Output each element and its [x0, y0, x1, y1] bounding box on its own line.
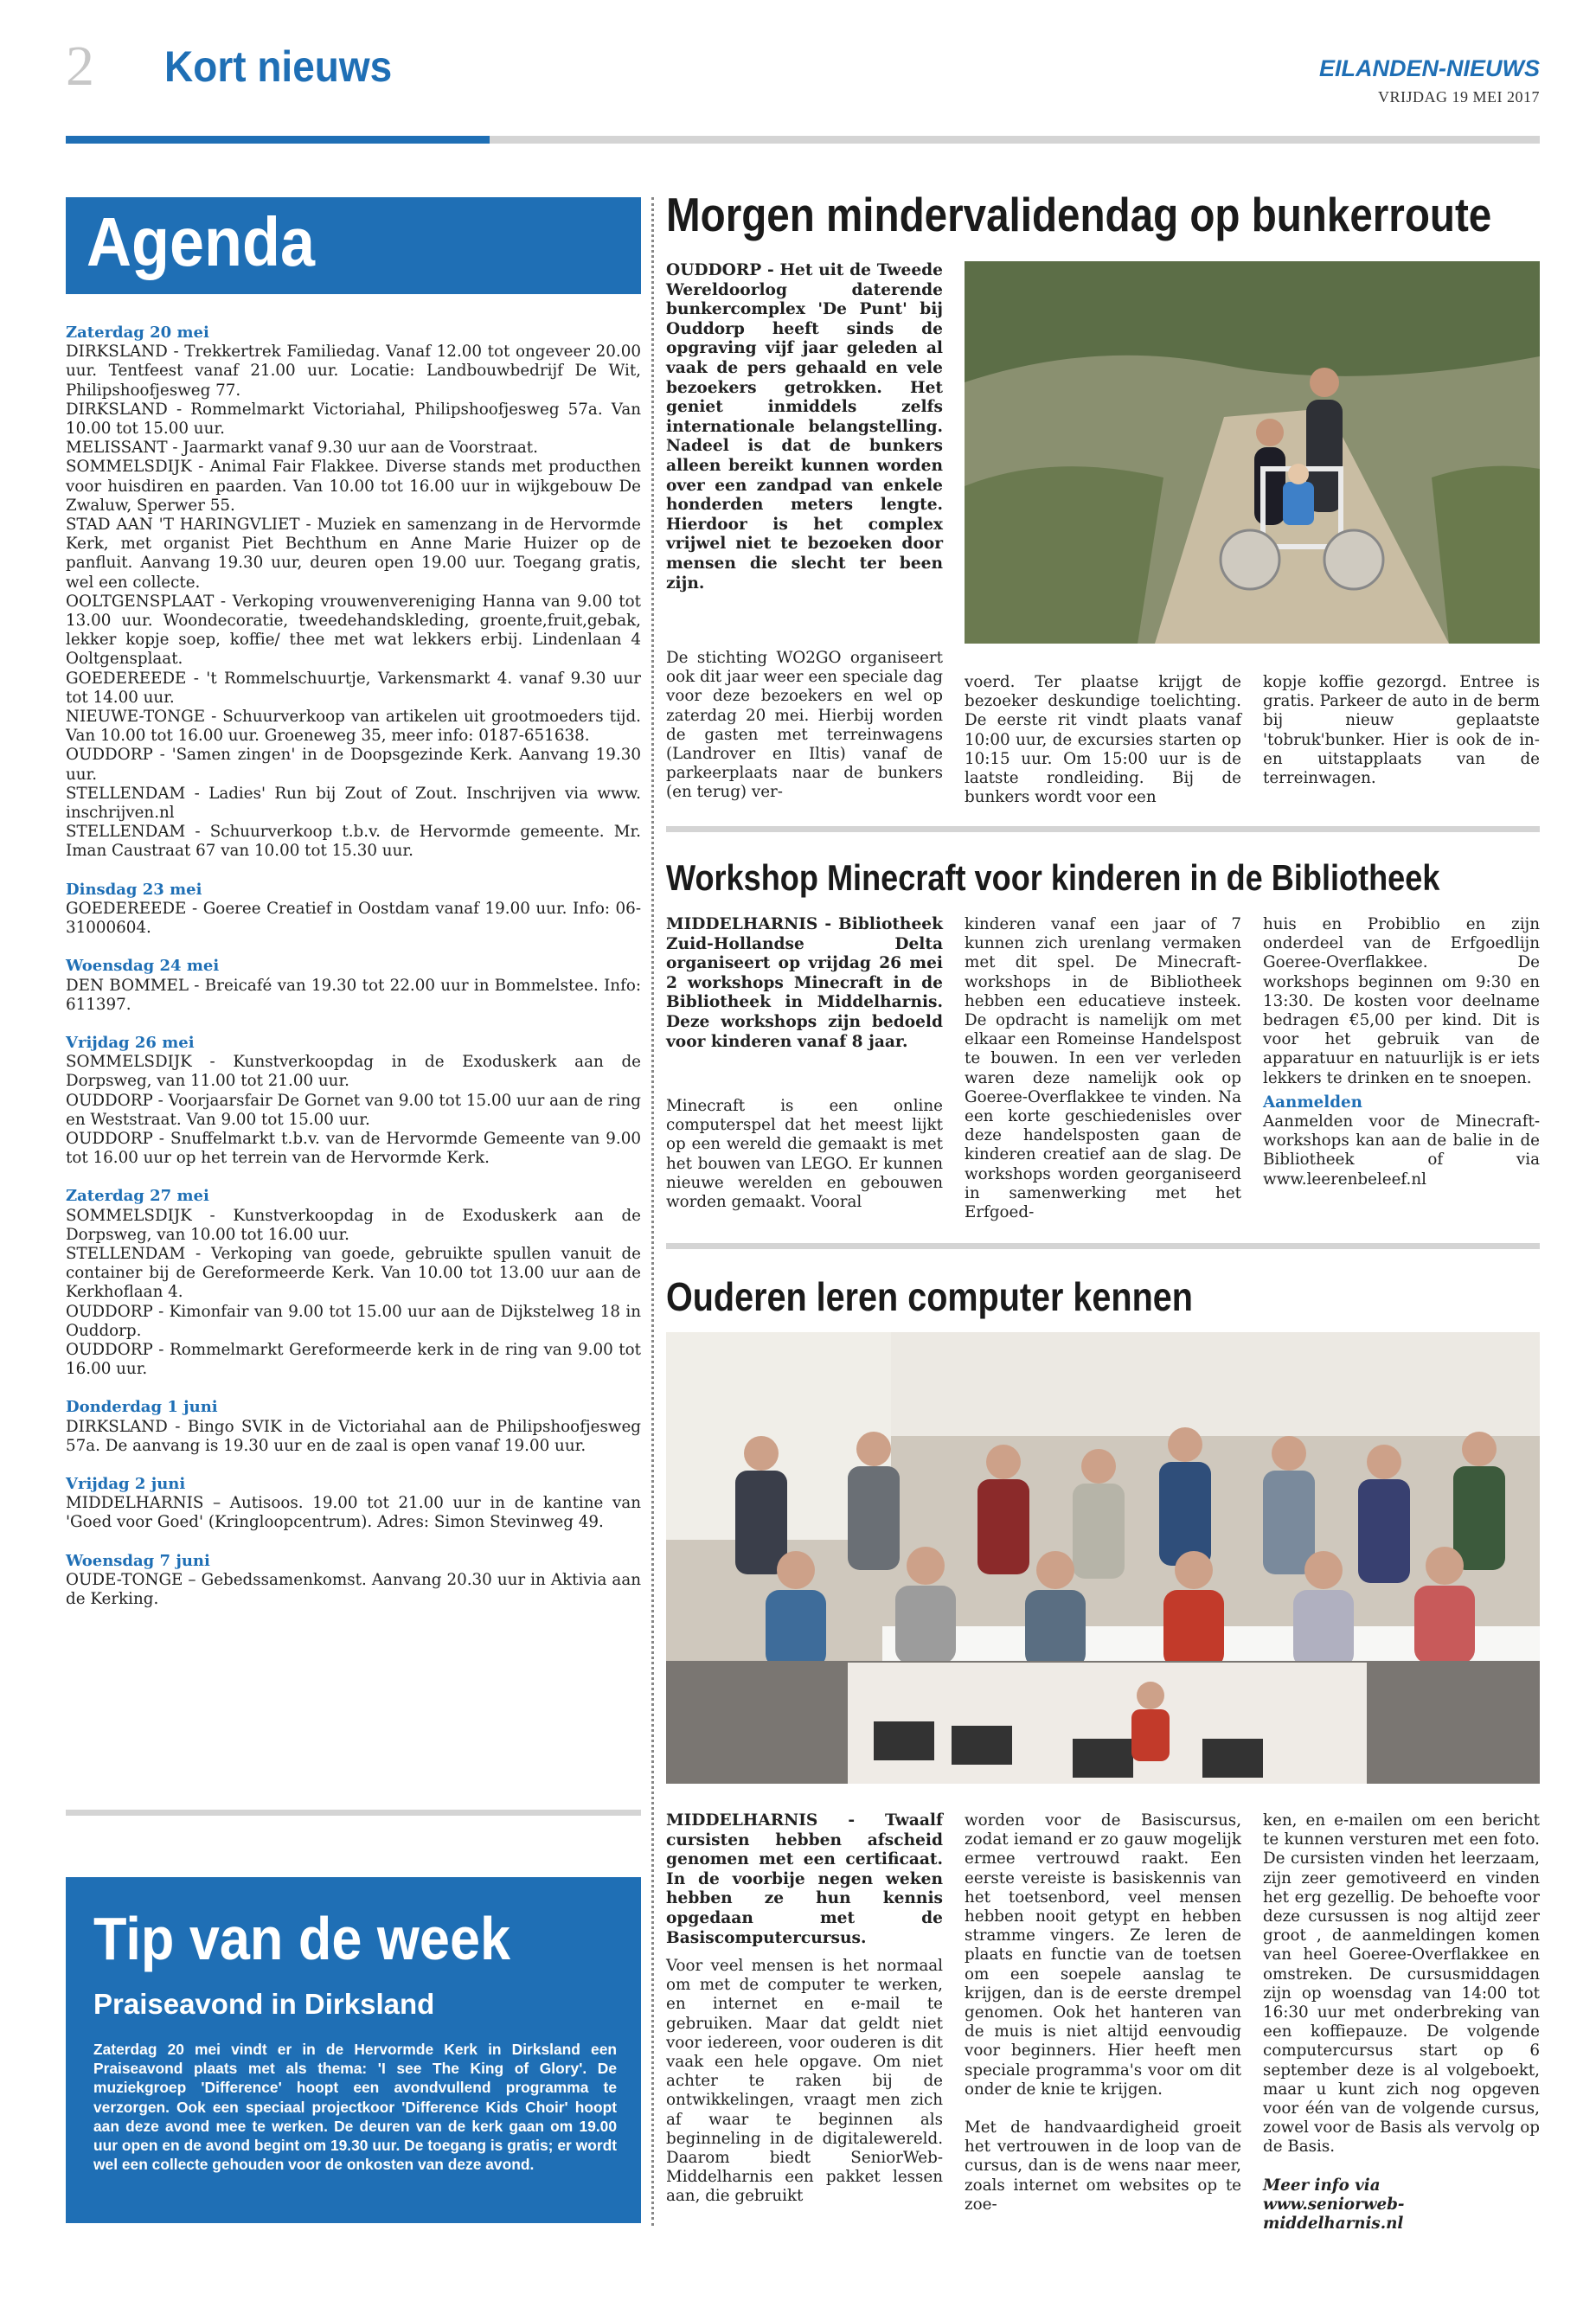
- agenda-item: GOEDEREEDE - 't Rommelschuurtje, Varkensmarkt 4. vanaf 9.30 uur tot 14.00 uur.: [66, 669, 641, 707]
- agenda-item: NIEUWE-TONGE - Schuurverkoop van artikelen uit grootmoeders tijd. Van 10.00 tot 16.00 uur. Groeneweg 35, meer info: 0187-651638.: [66, 708, 641, 746]
- agenda-list: [66, 324, 641, 1609]
- article1-col2: voerd. Ter plaatse krijgt de bezoeker deskundige toelichting. De eerste rit vindt plaats vanaf 10:00 uur, de excursies starten op 10:15 uur. Om 15:00 uur is de laatste rondleiding. Bij de bunkers wordt voor een: [965, 673, 1241, 807]
- article3-headline: Ouderen leren computer kennen: [666, 1274, 1193, 1319]
- agenda-item: OUDDORP - Rommelmarkt Gereformeerde kerk in de ring van 9.00 tot 16.00 uur.: [66, 1340, 641, 1379]
- agenda-title: Agenda: [87, 203, 316, 280]
- article3-col1: Voor veel mensen is het normaal om met de computer te werken, en internet en e-mail te gebruiken. Maar dat geldt niet voor iedereen, voor ouderen is dit vaak een hele opgave. Om niet achter te raken bij de ontwikkelingen, vraagt men zich af waar te beginnen als beginneling in de digitalewereld. Daarom biedt SeniorWeb-Middelharnis een pakket lessen aan, die gebruikt: [666, 1957, 943, 2206]
- newspaper-logo: EILANDEN-NIEUWS: [1319, 55, 1540, 81]
- agenda-item: OOLTGENSPLAAT - Verkoping vrouwenvereniging Hanna van 9.00 tot 13.00 uur. Woondecoratie, tweedehandskleding, groente,fruit,gebak, lekker kopje soep, koffie/ thee met wat lekkers erbij. Lindenlaan 4 Ooltgensplaat.: [66, 592, 641, 669]
- agenda-item: SOMMELSDIJK - Kunstverkoopdag in de Exoduskerk aan de Dorpsweg, van 10.00 tot 16.00 uur.: [66, 1206, 641, 1244]
- article2-rule: [666, 826, 1540, 832]
- article3-col3: [1263, 1811, 1540, 2234]
- article2-signup-text: Aanmelden voor de Minecraft-workshops kan aan de balie in de Bibliotheek of via www.leerenbeleef.nl: [1263, 1112, 1540, 1189]
- agenda-item: OUDDORP - Kimonfair van 9.00 tot 15.00 uur aan de Dijkstelweg 18 in Ouddorp.: [66, 1302, 641, 1340]
- agenda-day-heading: Vrijdag 2 juni: [66, 1474, 186, 1493]
- article3-col3-text: ken, en e-mailen om een bericht te kunnen versturen met een foto. De cursisten vinden het leerzaam, zijn zeer gemotiveerd en vinden het erg gezellig. De behoefte voor deze cursussen is nog altijd zeer groot , de aanmeldingen komen van heel Goeree-Overflakkee en omstreken. De cursusmiddagen zijn op woensdag van 14:00 tot 16:30 uur met onderbreking van een koffiepauze. De volgende computercursus start op 6 september deze is al volgeboekt, maar u kunt zich nog opgeven voor één van de volgende cursus, zowel voor de Basis als vervolg op de Basis.: [1263, 1811, 1540, 2157]
- course-group-photo: [666, 1332, 1540, 1784]
- agenda-item: STELLENDAM - Schuurverkoop t.b.v. de Hervormde gemeente. Mr. Iman Caustraat 67 van 10.00 tot 15.30 uur.: [66, 823, 641, 861]
- agenda-item: DEN BOMMEL - Breicafé van 19.30 tot 22.00 uur in Bommelstee. Info: 611397.: [66, 976, 641, 1014]
- article2-subheading: Aanmelden: [1263, 1093, 1362, 1112]
- agenda-item: DIRKSLAND - Trekkertrek Familiedag. Vanaf 12.00 tot ongeveer 20.00 uur. Tentfeest vanaf 21.00 uur. Locatie: Landbouwbedrijf De Wit, Philipshoofjesweg 77.: [66, 343, 641, 400]
- article2-lead: MIDDELHARNIS - Bibliotheek Zuid-Hollandse Delta organiseert op vrijdag 26 mei 2 workshops Minecraft in de Bibliotheek in Middelharnis. Deze workshops zijn bedoeld voor kinderen vanaf 8 jaar.: [666, 915, 943, 1051]
- agenda-item: STELLENDAM - Ladies' Run bij Zout of Zout. Inschrijven via www. inschrijven.nl: [66, 784, 641, 823]
- article1-col1: De stichting WO2GO organiseert ook dit jaar weer een speciale dag voor deze bezoekers en wel op zaterdag 20 mei. Hierbij worden de gasten met terreinwagens (Landrover en Iltis) vanaf de parkeerplaats naar de bunkers (en terug) ver-: [666, 649, 943, 802]
- agenda-item: OUDDORP - Voorjaarsfair De Gornet van 9.00 tot 15.00 uur aan de ring en Weststraat. Van 9.00 tot 15.00 uur.: [66, 1091, 641, 1129]
- agenda-item: STAD AAN 'T HARINGVLIET - Muziek en samenzang in de Hervormde Kerk, met organist Piet Bechthum en Anne Marie Huizer op de panfluit. Aanvang 19.30 uur, deuren open 19.00 uur. Toegang gratis, wel een collecte.: [66, 516, 641, 592]
- agenda-item: MELISSANT - Jaarmarkt vanaf 9.30 uur aan de Voorstraat.: [66, 439, 538, 458]
- page-number: 2: [66, 35, 94, 98]
- article3-col2: [965, 1811, 1241, 2214]
- agenda-day-heading: Donderdag 1 juni: [66, 1398, 218, 1417]
- agenda-day-heading: Vrijdag 26 mei: [66, 1033, 195, 1052]
- article2-col3: [1263, 915, 1540, 1189]
- article3-lead: MIDDELHARNIS - Twaalf cursisten hebben afscheid genomen met een certificaat. In de voorbije negen weken hebben ze hun kennis opgedaan met de Basiscomputercursus.: [666, 1811, 943, 1947]
- more-info-link[interactable]: www.seniorweb-middelharnis.nl: [1263, 2195, 1405, 2234]
- agenda-item: GOEDEREEDE - Goeree Creatief in Oostdam vanaf 19.00 uur. Info: 06-31000604.: [66, 899, 641, 938]
- agenda-day-heading: Zaterdag 20 mei: [66, 324, 209, 342]
- section-title: Kort nieuws: [164, 42, 393, 91]
- tip-body: Zaterdag 20 mei vindt er in de Hervormde Kerk in Dirksland een Praiseavond plaats met als thema: 'I see The King of Glory'. De muziekgroep 'Difference' hoopt een avondvullend programma te verzorgen. Ook een speciaal projectkoor 'Difference Kids Choir' hoopt aan deze avond mee te werken. De deuren van de kerk gaan om 19.00 uur open en de avond begint om 19.30 uur. De toegang is gratis; er wordt wel een collecte gehouden voor de onkosten van deze avond.: [93, 2041, 617, 2174]
- agenda-day-heading: Zaterdag 27 mei: [66, 1187, 209, 1206]
- tip-of-week-box: [66, 1877, 641, 2223]
- article1-col3: kopje koffie gezorgd. Entree is gratis. Parkeer de auto in de berm bij nieuw geplaatste 'tobruk'bunker. Hier is ook de in- en uitstapplaats van de terreinwagen.: [1263, 673, 1540, 788]
- agenda-item: OUDDORP - Snuffelmarkt t.b.v. van de Hervormde Gemeente van 9.00 tot 16.00 uur op het terrein van de Hervormde Kerk.: [66, 1129, 641, 1168]
- article2-headline: Workshop Minecraft voor kinderen in de Bibliotheek: [666, 857, 1440, 898]
- agenda-item: DIRKSLAND - Rommelmarkt Victoriahal, Philipshoofjesweg 57a. Van 10.00 tot 15.00 uur.: [66, 400, 641, 439]
- agenda-item: OUDDORP - 'Samen zingen' in de Doopsgezinde Kerk. Aanvang 19.30 uur.: [66, 746, 641, 784]
- more-info-label: Meer info via: [1263, 2176, 1381, 2195]
- article1-lead: OUDDORP - Het uit de Tweede Wereldoorlog daterende bunkercomplex 'De Punt' bij Ouddorp heeft sinds de opgraving vijf jaar geleden al vaak de pers gehaald en vele bezoekers getrokken. Het geniet inmiddels zelfs internationale belangstelling. Nadeel is dat de bunkers alleen bereikt kunnen worden over een zandpad van enkele honderden meters lengte. Hierdoor is het complex vrijwel niet te bezoeken door mensen die slecht ter been zijn.: [666, 261, 943, 593]
- article2-col1: Minecraft is een online computerspel dat het meest lijkt op een wereld die gemaakt is met het bouwen van LEGO. Er kunnen nieuwe werelden en gebouwen worden gemaakt. Vooral: [666, 1097, 943, 1212]
- tip-subtitle: Praiseavond in Dirksland: [93, 1988, 435, 2020]
- article3-col2-text-b: Met de handvaardigheid groeit het vertrouwen in de loop van de cursus, dan is de wens naar meer, zoals internet om websites op te zoe-: [965, 2118, 1241, 2214]
- article2-col3-text: huis en Probiblio en zijn onderdeel van de Erfgoedlijn Goeree-Overflakkee. De workshops beginnen om 9:30 en 13:30. De kosten voor deelname bedragen €5,00 per kind. Dit is voor het gebruik van de apparatuur en natuurlijk is er iets lekkers te drinken en te snoepen.: [1263, 915, 1540, 1087]
- tip-title: Tip van de week: [93, 1905, 511, 1972]
- header-rule-accent: [66, 136, 490, 144]
- agenda-item: SOMMELSDIJK - Animal Fair Flakkee. Diverse stands met producthen voor huisdiren en paarden. Van 10.00 tot 16.00 uur in wijkgebouw De Zwaluw, Sperwer 55.: [66, 458, 641, 515]
- agenda-item: OUDE-TONGE – Gebedssamenkomst. Aanvang 20.30 uur in Aktivia aan de Kerking.: [66, 1570, 641, 1608]
- agenda-day-heading: Dinsdag 23 mei: [66, 880, 202, 899]
- agenda-item: STELLENDAM - Verkoping van goede, gebruikte spullen vanuit de container bij de Gereformeerde Kerk. Van 10.00 tot 13.00 uur aan de Kerkhoflaan 4.: [66, 1244, 641, 1302]
- issue-date: VRIJDAG 19 MEI 2017: [1378, 88, 1540, 106]
- article3-col2-text: worden voor de Basiscursus, zodat iemand er zo gauw mogelijk ermee vertrouwd raakt. Een eerste vereiste is basiskennis van het toetsenbord, veel mensen hebben nooit getypt en hebben stramme vingers. Ze leren de plaats en functie van de toetsen om een soepele aanslag te krijgen, dan is de eerste drempel genomen. Ook het hanteren van de muis is niet altijd eenvoudig voor beginners. Hier heeft men speciale programma's voor om dit onder de knie te krijgen.: [965, 1811, 1241, 2099]
- tip-top-rule: [66, 1810, 641, 1816]
- article1-headline: Morgen mindervalidendag op bunkerroute: [666, 188, 1492, 241]
- agenda-day-heading: Woensdag 7 juni: [66, 1551, 210, 1570]
- agenda-item: SOMMELSDIJK - Kunstverkoopdag in de Exoduskerk aan de Dorpsweg, van 11.00 tot 21.00 uur.: [66, 1053, 641, 1091]
- bunker-photo: [965, 261, 1540, 644]
- agenda-item: DIRKSLAND - Bingo SVIK in de Victoriahal aan de Philipshoofjesweg 57a. De aanvang is 19.30 uur en de zaal is open vanaf 19.00 uur.: [66, 1417, 641, 1455]
- article3-rule: [666, 1243, 1540, 1249]
- agenda-item: MIDDELHARNIS – Autisoos. 19.00 tot 21.00 uur in de kantine van 'Goed voor Goed' (Kringloopcentrum). Adres: Simon Stevinweg 49.: [66, 1494, 641, 1532]
- column-divider: [651, 197, 654, 2226]
- article2-col2: kinderen vanaf een jaar of 7 kunnen zich urenlang vermaken met dit spel. De Minecraft-workshops in de Bibliotheek hebben een educatieve insteek. De opdracht is namelijk om met elkaar een Romeinse Handelspost te bouwen. In een ver verleden waren deze namelijk ook op Goeree-Overflakkee te vinden. Na een korte geschiedenisles over deze handelsposten gaan de kinderen creatief aan de slag. De workshops worden georganiseerd in samenwerking met het Erfgoed-: [965, 915, 1241, 1222]
- agenda-day-heading: Woensdag 24 mei: [66, 957, 220, 976]
